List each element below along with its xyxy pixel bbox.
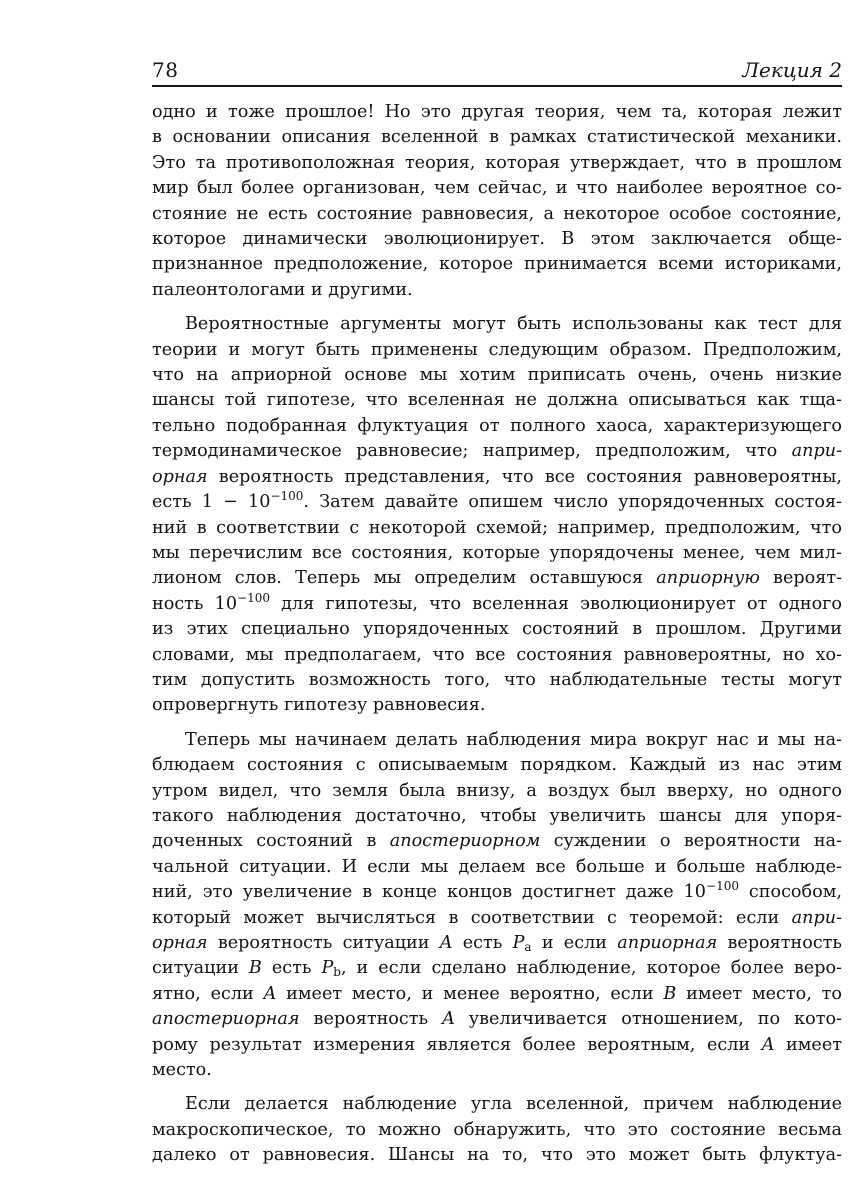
text-line: макроскопическое, то можно обнаружить, что это состояние весьма	[152, 1119, 842, 1140]
text-run: термодинамическое равновесие; например, предположим, что	[152, 441, 778, 462]
text-run: имеет место, то	[676, 983, 842, 1004]
italic-term: апри-	[791, 907, 842, 928]
text-line	[152, 829, 842, 854]
text-line: Это та противоположная теория, которая утверждает, что в прошлом	[152, 152, 842, 173]
math-symbol: B	[248, 958, 262, 979]
text-line: блюдаем состояния с описываемым порядком. Каждый из нас этим	[152, 755, 842, 776]
math-symbol: B	[663, 983, 677, 1004]
text-run: , и если сделано наблюдение, которое более веро-	[340, 958, 842, 979]
body-text	[152, 100, 842, 1169]
italic-term: априорную	[656, 568, 760, 589]
text-run: который может вычисляться в соответствии с теоремой: если	[152, 907, 792, 928]
text-line	[152, 566, 842, 591]
text-run: рому результат измерения является более вероятным, если	[152, 1034, 762, 1055]
math-symbol: A	[439, 933, 453, 953]
text-line: тельно подобранная флуктуация от полного хаоса, характеризующего	[152, 415, 842, 436]
math-symbol: P	[512, 933, 525, 953]
math-subscript: b	[333, 965, 341, 980]
text-run: имеет	[774, 1034, 842, 1055]
italic-term: апри-	[791, 441, 843, 462]
text-line: ний в соответствии с некоторой схемой; например, предположим, что	[152, 517, 842, 538]
text-line: стояние не есть состояние равновесия, а некоторое особое состояние,	[152, 203, 842, 224]
text-line: что на априорной основе мы хотим приписать очень, очень низкие	[152, 365, 842, 386]
paragraph-gap	[152, 303, 842, 312]
text-line	[152, 982, 842, 1007]
header-rule	[152, 85, 842, 87]
text-run: есть	[452, 933, 513, 953]
math-symbol: A	[442, 1009, 455, 1030]
text-run: ний, это увеличение в конце концов достигнет даже 10	[152, 882, 707, 903]
text-line: опровергнуть гипотезу равновесия.	[152, 695, 486, 716]
text-line	[152, 931, 842, 956]
italic-term: орная	[152, 466, 208, 487]
text-run: для гипотезы, что вселенная эволюционирует от одного	[269, 593, 842, 614]
math-subscript: a	[524, 940, 532, 954]
italic-term: апостериорная	[152, 1009, 300, 1030]
text-line	[152, 880, 842, 905]
text-line: место.	[152, 1060, 212, 1081]
text-line: Вероятностные аргументы могут быть использованы как тест для	[185, 314, 842, 335]
text-line: утром видел, что земля была внизу, а воздух был вверху, но одного	[152, 780, 842, 801]
exponent: −100	[270, 489, 304, 504]
text-line: чальной ситуации. И если мы делаем все больше и больше наблюде-	[152, 856, 842, 877]
text-run: вероятность	[717, 933, 842, 953]
text-run: вероятность представления, что все состояния равновероятны,	[207, 466, 842, 487]
text-line	[152, 956, 842, 981]
text-line	[152, 1007, 842, 1032]
text-line: шансы той гипотезе, что вселенная не должна описываться как тща-	[152, 390, 842, 411]
math-symbol: P	[321, 958, 334, 979]
text-line: словами, мы предполагаем, что все состояния равновероятны, но хо-	[152, 644, 842, 665]
text-line	[152, 439, 842, 464]
text-run: ность 10	[152, 593, 238, 614]
text-run: способом,	[738, 882, 842, 903]
text-line: далеко от равновесия. Шансы на то, что это может быть флуктуа-	[152, 1145, 842, 1166]
text-run: доченных состояний в	[152, 831, 390, 852]
text-run: вероятность ситуации	[207, 933, 440, 953]
running-header	[152, 50, 842, 86]
text-run: увеличивается отношением, по кото-	[454, 1009, 842, 1030]
exponent: −100	[237, 590, 270, 605]
text-line: из этих специально упорядоченных состояний в прошлом. Другими	[152, 619, 842, 640]
text-line	[152, 465, 842, 490]
text-run: вероят-	[759, 568, 842, 589]
text-line: теории и могут быть применены следующим образом. Предположим,	[152, 339, 842, 360]
text-line: одно и тоже прошлое! Но это другая теория, чем та, которая лежит	[152, 102, 842, 122]
text-run: и если	[531, 933, 618, 953]
paragraph-2	[152, 312, 842, 719]
text-line: признанное предположение, которое принимается всеми историками,	[152, 254, 842, 275]
text-run: ситуации	[152, 958, 249, 979]
text-run: лионом слов. Теперь мы определим оставшуюся	[152, 568, 657, 589]
text-line: которое динамически эволюционирует. В этом заключается обще-	[152, 229, 842, 250]
text-line: такого наблюдения достаточно, чтобы увеличить шансы для упоря-	[152, 805, 842, 826]
lecture-title: Лекция 2	[742, 58, 842, 82]
paragraph-3	[152, 728, 842, 1084]
text-line: мы перечислим все состояния, которые упорядочены менее, чем мил-	[152, 542, 842, 563]
italic-term: апостериорном	[389, 831, 541, 852]
text-run: суждении о вероятности на-	[540, 831, 842, 852]
text-line: тим допустить возможность того, что наблюдательные тесты могут	[152, 669, 842, 690]
exponent: −100	[706, 879, 739, 894]
text-line: Если делается наблюдение угла вселенной, причем наблюдение	[185, 1094, 842, 1115]
text-line	[152, 1033, 842, 1058]
paragraph-gap	[152, 719, 842, 728]
text-run: есть 1 − 10	[152, 492, 271, 513]
italic-term: априорная	[617, 933, 718, 953]
text-line	[152, 490, 842, 515]
text-run: ятно, если	[152, 983, 264, 1004]
text-line: мир был более организован, чем сейчас, и что наиболее вероятное со-	[152, 178, 842, 199]
text-line: палеонтологами и другими.	[152, 279, 413, 300]
book-page	[152, 50, 843, 1166]
text-run: вероятность	[299, 1009, 443, 1030]
text-line	[152, 592, 842, 617]
text-line: в основании описания вселенной в рамках статистической механики.	[152, 127, 842, 148]
text-run: имеет место, и менее вероятно, если	[276, 983, 664, 1004]
text-run: . Затем давайте опишем число упорядоченных состоя-	[303, 492, 842, 513]
paragraph-gap	[152, 1083, 842, 1092]
paragraph-4	[152, 1092, 842, 1168]
text-run: есть	[261, 958, 322, 979]
paragraph-1	[152, 100, 842, 303]
text-line: Теперь мы начинаем делать наблюдения мира вокруг нас и мы на-	[185, 729, 842, 750]
text-line	[152, 906, 842, 931]
math-symbol: A	[761, 1034, 775, 1055]
italic-term: орная	[152, 933, 208, 953]
page-number: 78	[152, 58, 179, 82]
math-symbol: A	[263, 983, 277, 1004]
